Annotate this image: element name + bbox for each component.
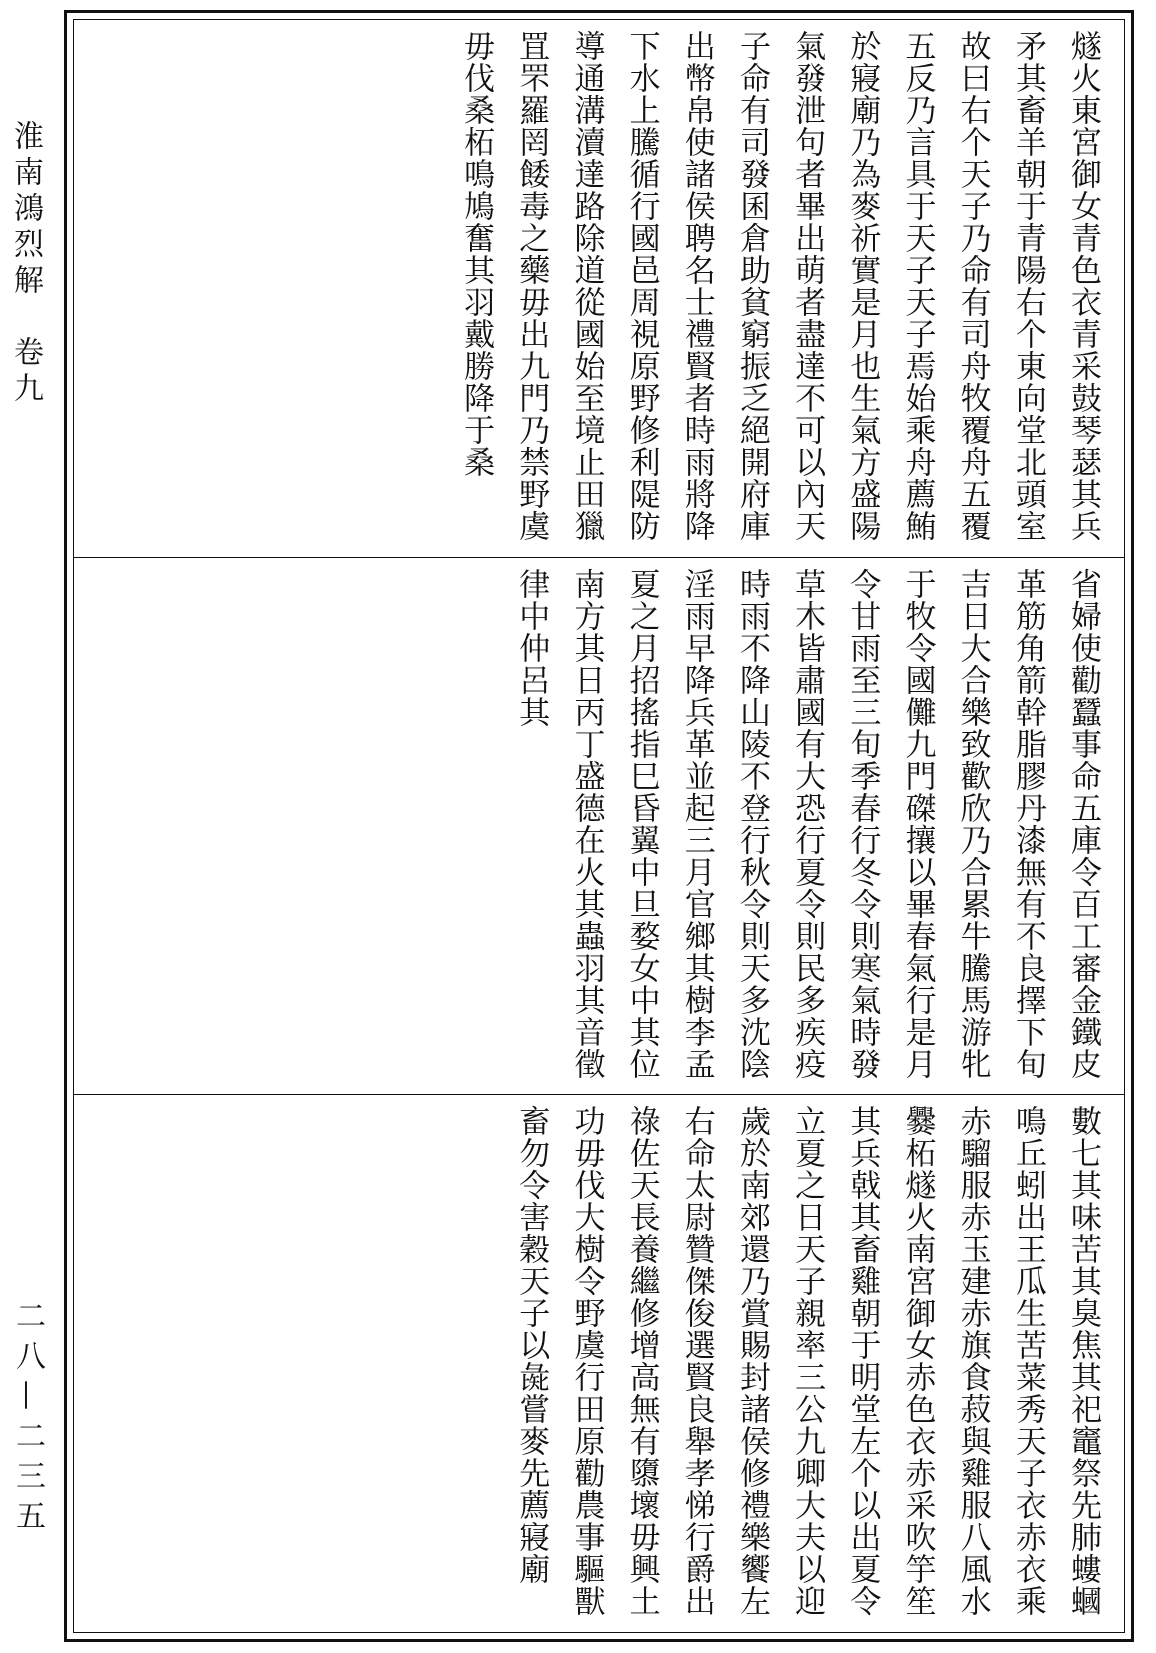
- text-block: [73, 19, 1125, 1633]
- register-text-top: 燧火東宮御女青色衣青采鼓琴瑟其兵矛其畜羊朝于青陽右个東向堂北頭室故曰右个天子乃命有司舟牧覆舟五覆五反乃言具于天子天子焉始乘舟薦鮪於寢廟乃為麥祈實是月也生氣方盛陽氣發泄句者畢出萌者盡達不可以內天子命有司發囷倉助貧窮振乏絕開府庫出幣帛使諸侯聘名士禮賢者時雨將降下水上騰循行國邑周視原野修利隄防導通溝瀆達路除道從國始至境止田獵罝罘羅罔餧毒之藥毋出九門乃禁野虞毋伐桑柘鳴鳩奮其羽戴勝降于桑: [458, 30, 1101, 542]
- page-number: 二八—二三五: [10, 1300, 45, 1540]
- register-top: [74, 20, 1124, 558]
- book-title: 淮南鴻烈解 卷九: [8, 120, 43, 408]
- register-middle: [74, 558, 1124, 1096]
- register-text-middle: 省婦使勸蠶事命五庫令百工審金鐵皮革筋角箭幹脂膠丹漆無有不良擇下旬吉日大合樂致歡欣乃合累牛騰馬游牝于牧令國儺九門磔攘以畢春氣行是月令甘雨至三旬季春行冬令則寒氣時發草木皆肅國有大恐行夏令則民多疾疫時雨不降山陵不登行秋令則天多沈陰淫雨早降兵革並起三月官鄉其樹李孟夏之月招搖指巳昏翼中旦婺女中其位南方其日丙丁盛德在火其蟲羽其音徵律中仲呂其: [513, 567, 1101, 1080]
- page-frame: [64, 10, 1134, 1642]
- register-bottom: [74, 1095, 1124, 1632]
- register-text-bottom: 數七其味苦其臭焦其祀竈祭先肺螻蟈鳴丘蚓出王瓜生苦菜秀天子衣赤衣乘赤騮服赤玉建赤旗食菽與雞服八風水爨柘燧火南宮御女赤色衣赤采吹竽笙其兵戟其畜雞朝于明堂左个以出夏令立夏之日天子親率三公九卿大夫以迎歲於南郊還乃賞賜封諸侯修禮樂饗左右命太尉贊傑俊選賢良舉孝悌行爵出祿佐天長養繼修增高無有隳壞毋興土功毋伐大樹令野虞行田原勸農事驅獸畜勿令害穀天子以彘嘗麥先薦寢廟: [513, 1105, 1101, 1618]
